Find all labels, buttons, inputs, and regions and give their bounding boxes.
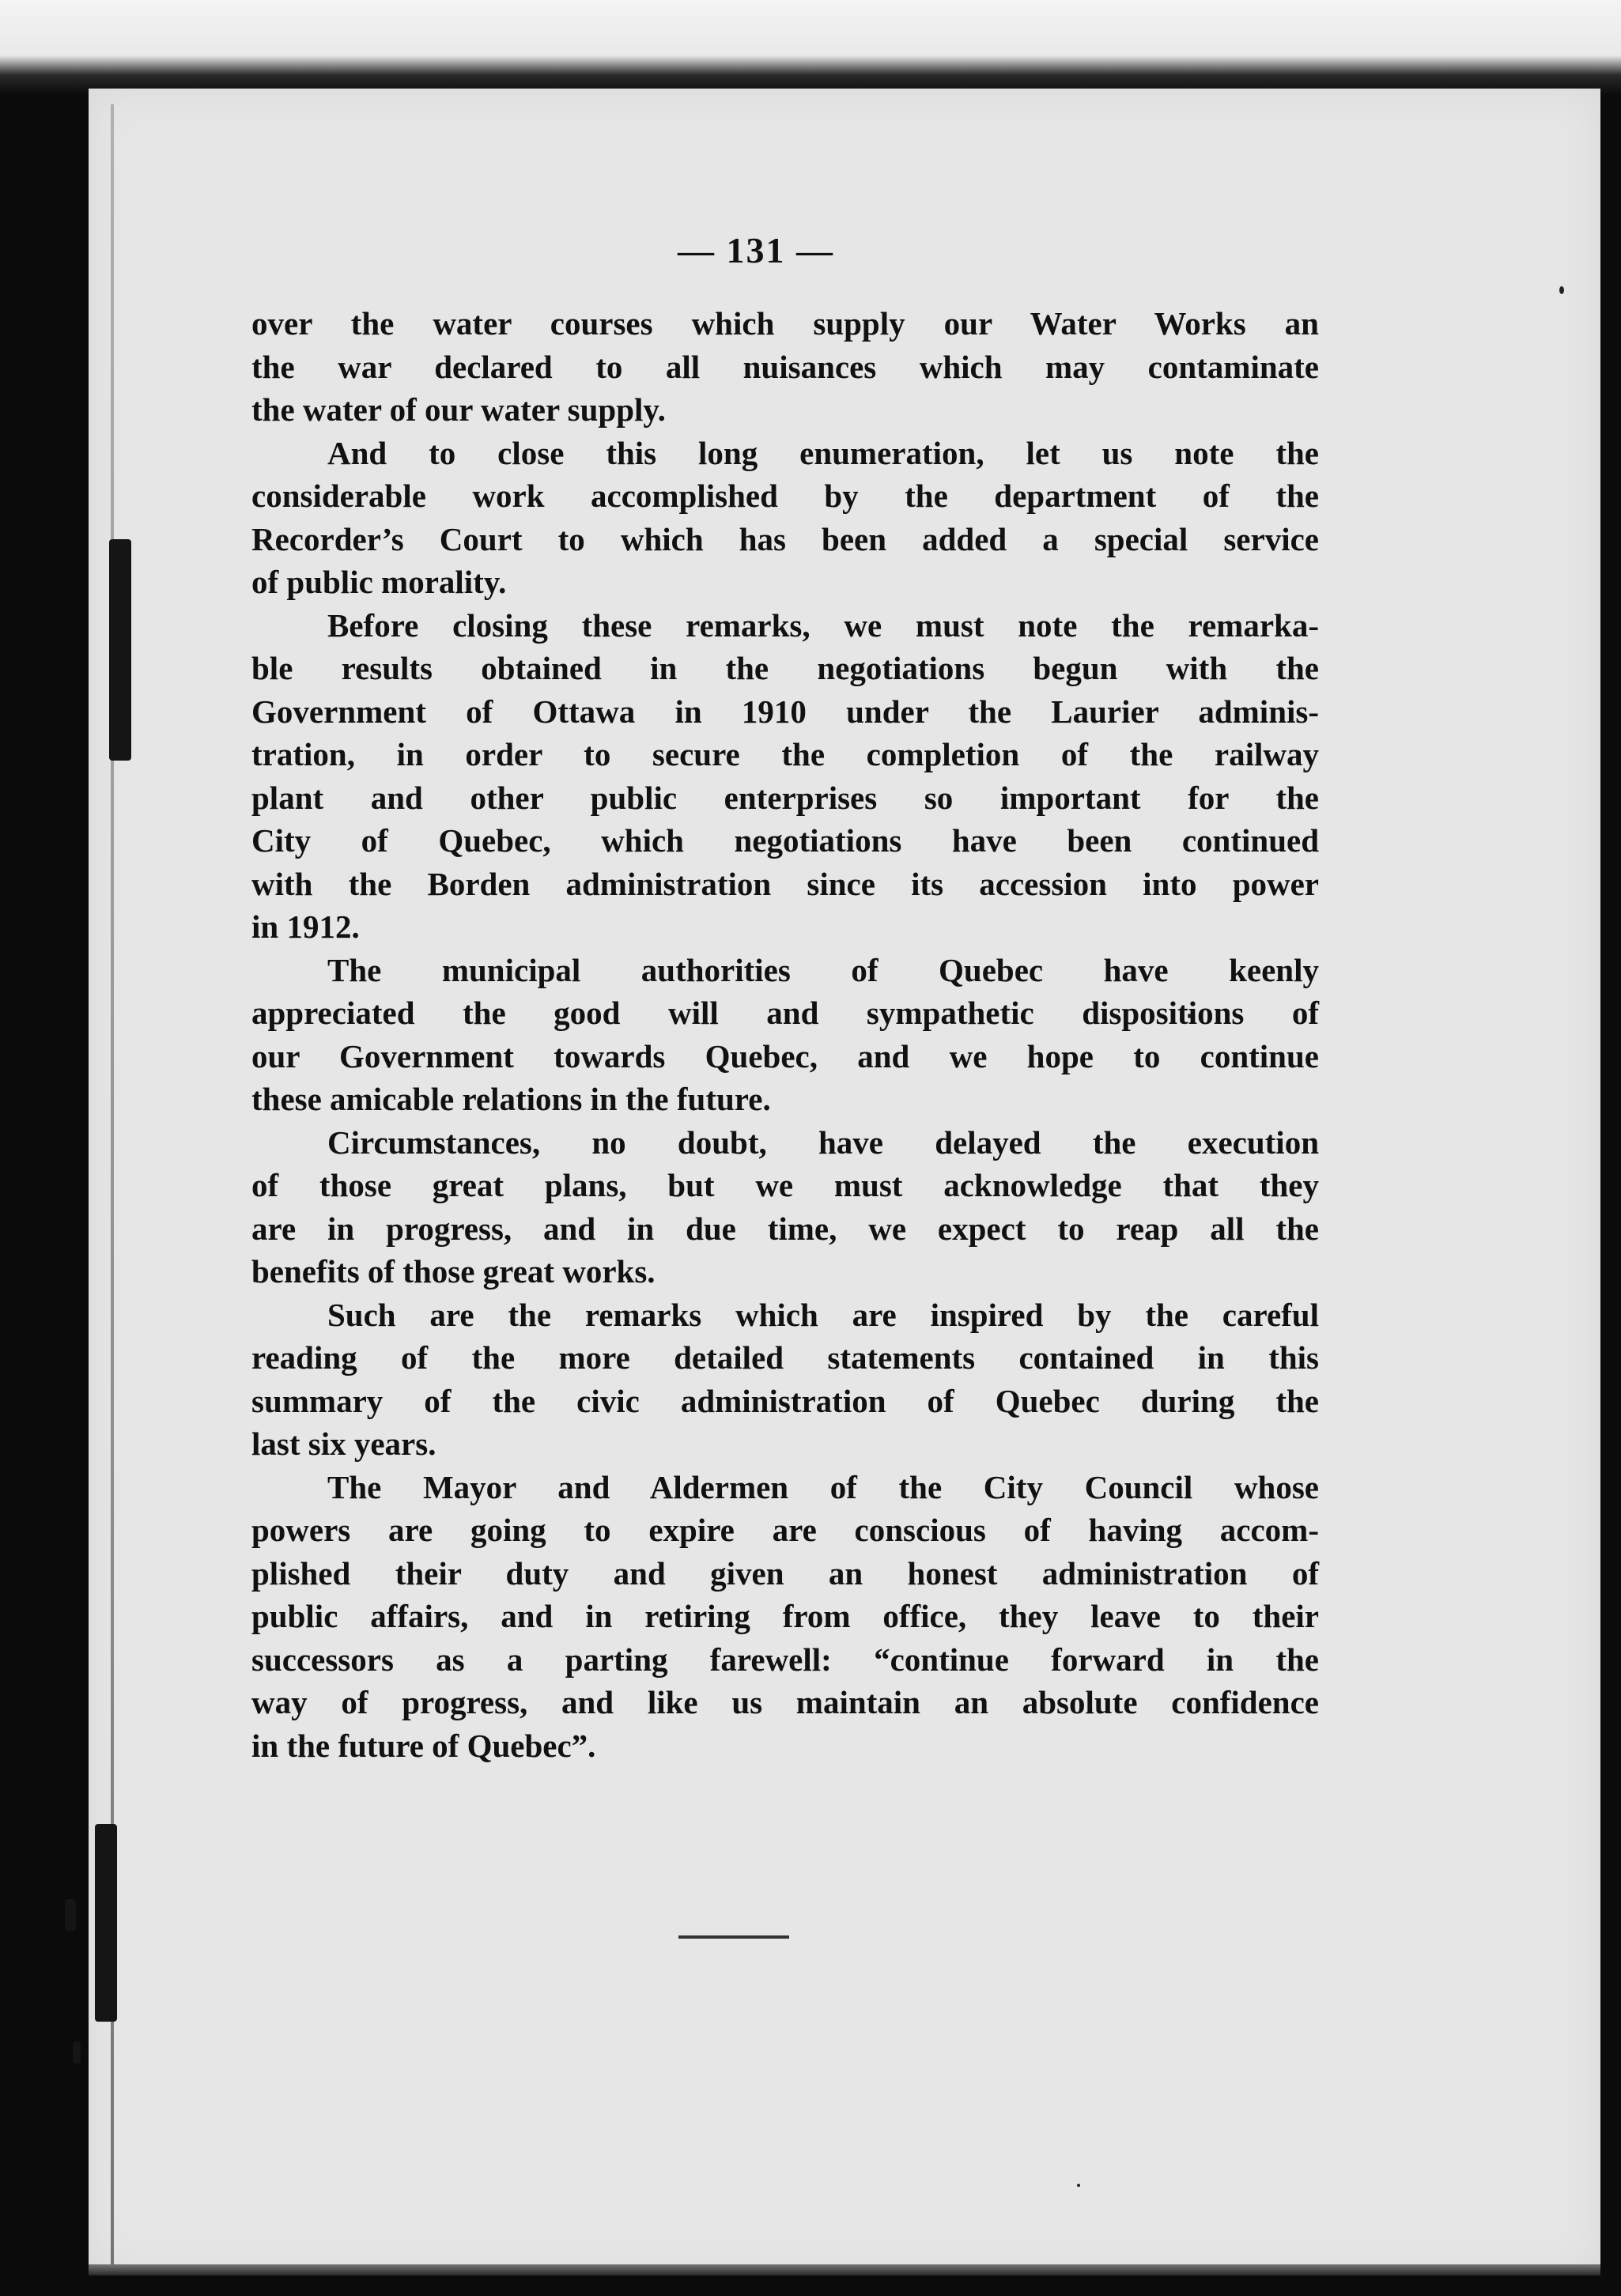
text-line: Government of Ottawa in 1910 under the Laurier adminis-	[251, 693, 1319, 730]
page-number: — 131 —	[678, 230, 834, 270]
text-line: of those great plans, but we must acknowledge that they	[251, 1167, 1319, 1203]
text-line: the war declared to all nuisances which may contaminate	[251, 348, 1319, 385]
scan-speck	[1559, 286, 1564, 294]
text-line: the water of our water supply.	[251, 391, 666, 428]
body-text	[251, 302, 1319, 1767]
text-line: in the future of Quebec”.	[251, 1727, 596, 1764]
text-line: successors as a parting farewell: “continue forward in the	[251, 1641, 1319, 1678]
end-rule-divider	[678, 1935, 789, 1939]
text-line: powers are going to expire are conscious of having accom-	[251, 1512, 1319, 1548]
binding-clip-mark	[73, 2041, 81, 2064]
page-bottom-edge	[89, 2264, 1600, 2275]
text-line: summary of the civic administration of Quebec during the	[251, 1382, 1319, 1419]
text-line: tration, in order to secure the completion of the railway	[251, 736, 1319, 772]
text-line: benefits of those great works.	[251, 1253, 656, 1290]
text-line: considerable work accomplished by the department of the	[251, 478, 1319, 514]
text-line: way of progress, and like us maintain an absolute confidence	[251, 1684, 1319, 1720]
text-line: over the water courses which supply our Water Works an	[251, 305, 1319, 342]
text-line: of public morality.	[251, 564, 507, 600]
text-line: Such are the remarks which are inspired by the careful	[327, 1296, 1319, 1333]
text-line: plished their duty and given an honest administration of	[251, 1554, 1319, 1592]
text-line: City of Quebec, which negotiations have been continued	[251, 822, 1319, 859]
binding-clip-mark	[109, 539, 131, 761]
text-line: ble results obtained in the negotiations begun with the	[251, 650, 1319, 686]
text-line: reading of the more detailed statements contained in this	[251, 1339, 1319, 1376]
text-line: public affairs, and in retiring from office, they leave to their	[251, 1598, 1319, 1634]
text-line: appreciated the good will and sympathetic dispositions of	[251, 995, 1319, 1031]
scan-background-top	[0, 0, 1621, 95]
text-line: Circumstances, no doubt, have delayed the execution	[327, 1123, 1319, 1161]
text-line: with the Borden administration since its accession into power	[251, 865, 1319, 902]
text-line: our Government towards Quebec, and we hope to continue	[251, 1037, 1319, 1074]
text-line: last six years.	[251, 1426, 436, 1462]
text-line: are in progress, and in due time, we expect to reap all the	[251, 1210, 1319, 1247]
text-line: And to close this long enumeration, let us note the	[327, 434, 1319, 471]
text-line: plant and other public enterprises so important for the	[251, 779, 1319, 816]
scan-speck	[1077, 2184, 1080, 2187]
text-line: these amicable relations in the future.	[251, 1081, 771, 1117]
text-line: Recorder’s Court to which has been added a special service	[251, 520, 1319, 557]
text-line: Before closing these remarks, we must note the remarka-	[327, 606, 1319, 644]
text-line: The Mayor and Aldermen of the City Council whose	[327, 1468, 1319, 1505]
binding-clip-mark	[95, 1824, 117, 2022]
text-line: in 1912.	[251, 908, 360, 945]
binding-clip-mark	[65, 1899, 76, 1931]
text-line: The municipal authorities of Quebec have keenly	[327, 951, 1319, 988]
